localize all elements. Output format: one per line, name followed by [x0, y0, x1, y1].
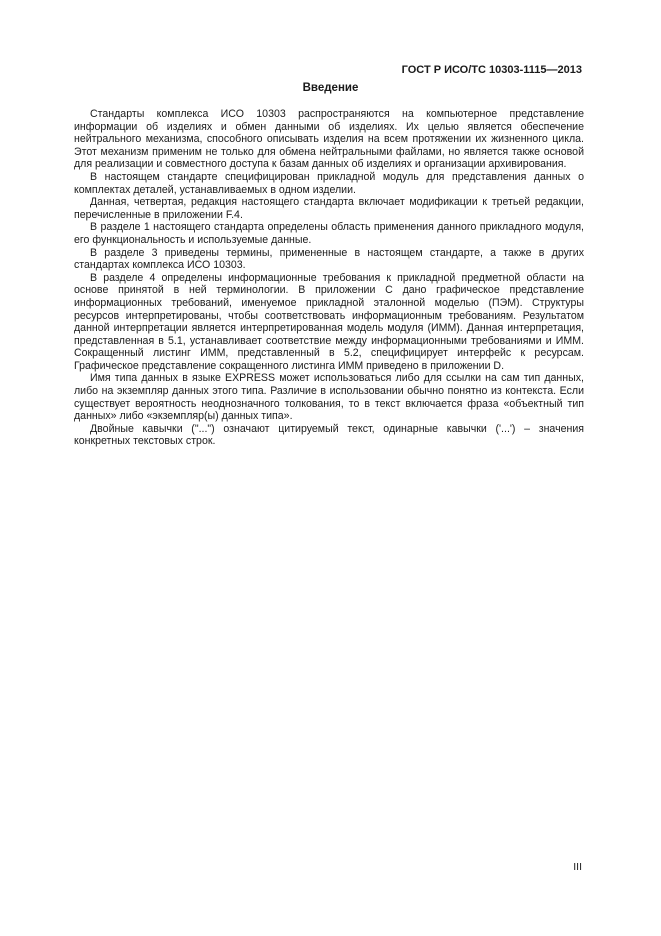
paragraph-8: Двойные кавычки ("...") означают цитируемый текст, одинарные кавычки ('...') – значения конкретных текстовых строк.	[74, 422, 584, 448]
paragraph-4: В разделе 1 настоящего стандарта определены область применения данного прикладного модуля, его функциональность и используемые данные.	[74, 221, 584, 246]
paragraph-2: В настоящем стандарте специфицирован прикладной модуль для представления данных о комплектах деталей, устанавливаемых в одном изделии.	[74, 170, 584, 196]
page-number: III	[573, 861, 582, 873]
paragraph-5: В разделе 3 приведены термины, примененные в настоящем стандарте, а также в других стандартах комплекса ИСО 10303.	[74, 246, 584, 272]
introduction-body	[74, 108, 584, 448]
paragraph-1: Стандарты комплекса ИСО 10303 распространяются на компьютерное представление информации об изделиях и обмен данными об изделиях. Их целью является обеспечение нейтрального механизма, способного описывать изделия на всем протяжении их жизненного цикла. Этот механизм применим не только для обмена нейтральными файлами, но является также основой для реализации и совместного доступа к базам данных об изделиях и организации архивирования.	[74, 108, 584, 171]
paragraph-7: Имя типа данных в языке EXPRESS может использоваться либо для ссылки на сам тип данных, либо на экземпляр данных этого типа. Различие в использовании обычно понятно из контекста. Если существует вероятность неоднозначного толкования, то в текст включается фраза «объектный тип данных» либо «экземпляр(ы) данных типа».	[74, 372, 584, 423]
paragraph-3: Данная, четвертая, редакция настоящего стандарта включает модификации к третьей редакции, перечисленные в приложении F.4.	[74, 196, 584, 221]
paragraph-6: В разделе 4 определены информационные требования к прикладной предметной области на основе принятой в ней терминологии. В приложении С дано графическое представление информационных требований, именуемое прикладной эталонной моделью (ПЭМ). Структуры ресурсов интерпретированы, чтобы соответствовать информационным требованиям. Результатом данной интерпретации является интерпретированная модель модуля (ИММ). Данная интерпретация, представленная в 5.1, устанавливает соответствие между информационными требованиями и ИММ. Сокращенный листинг ИММ, представленный в 5.2, специфицирует интерфейс к ресурсам. Графическое представление сокращенного листинга ИММ приведено в приложении D.	[74, 271, 584, 372]
document-code-header: ГОСТ Р ИСО/ТС 10303-1115—2013	[401, 64, 582, 76]
section-title: Введение	[302, 82, 359, 94]
